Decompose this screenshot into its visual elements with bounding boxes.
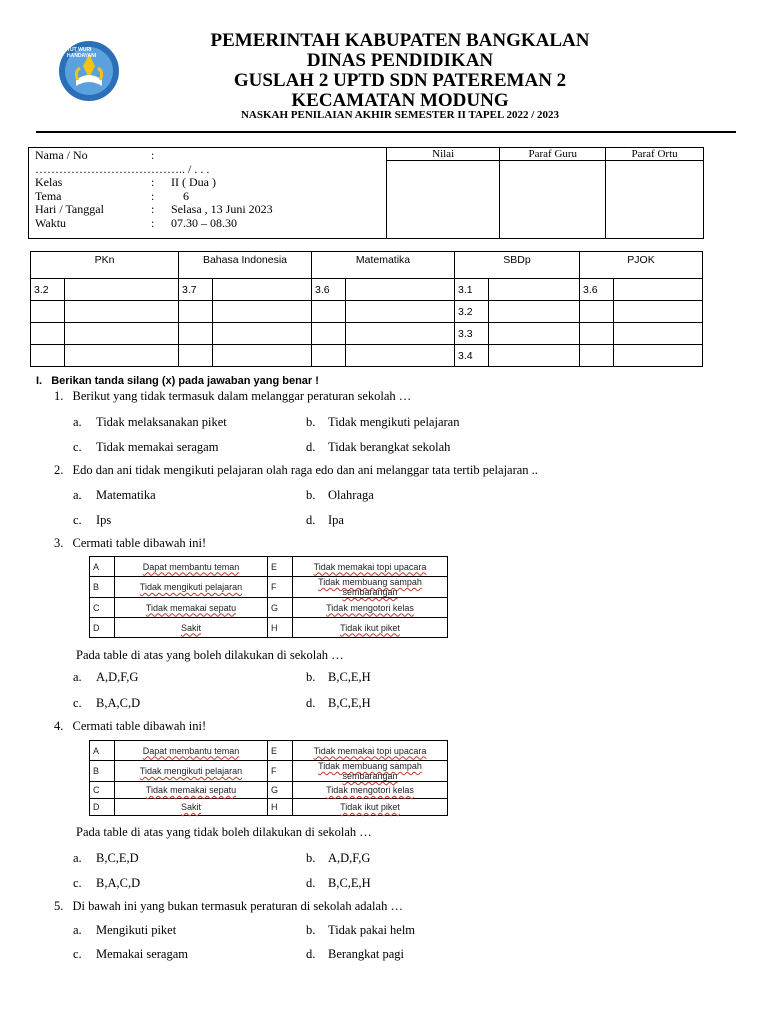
- option-letter: c.: [73, 440, 82, 454]
- question-4-prompt: Pada table di atas yang tidak boleh dilakukan di sekolah …: [76, 825, 372, 839]
- rule-text: Tidak memakai sepatu: [115, 782, 268, 799]
- rule-text: Dapat membantu teman: [115, 741, 268, 761]
- option-text: B,A,C,D: [96, 876, 141, 890]
- option-text: Tidak pakai helm: [328, 923, 416, 937]
- option-text: Tidak melaksanakan piket: [96, 415, 227, 429]
- option-text: Olahraga: [328, 488, 374, 502]
- question-text: Berikut yang tidak termasuk dalam melanggar peraturan sekolah …: [72, 389, 412, 403]
- date-colon: :: [151, 202, 155, 216]
- time-colon: :: [151, 215, 155, 230]
- option-letter: a.: [73, 415, 82, 429]
- answer-option[interactable]: [306, 923, 416, 938]
- rule-letter: C: [90, 782, 115, 799]
- option-text: Tidak memakai seragam: [96, 440, 219, 454]
- rule-letter: D: [90, 618, 115, 638]
- option-letter: a.: [73, 851, 82, 865]
- question-number: 5.: [54, 899, 64, 913]
- score-code: [580, 345, 614, 367]
- score-cell[interactable]: [614, 323, 703, 345]
- option-letter: d.: [306, 513, 316, 527]
- score-cell[interactable]: [346, 323, 455, 345]
- theme-colon: :: [151, 188, 155, 203]
- question-number: 4.: [54, 719, 64, 733]
- option-letter: c.: [73, 513, 82, 527]
- score-code: 3.2: [455, 301, 489, 323]
- score-code: 3.2: [31, 279, 65, 301]
- subject-header-sbdp: SBDp: [455, 252, 580, 279]
- option-letter: b.: [306, 923, 316, 937]
- score-cell[interactable]: [614, 301, 703, 323]
- question-3-prompt: Pada table di atas yang boleh dilakukan di sekolah …: [76, 648, 344, 662]
- answer-option[interactable]: [73, 851, 139, 866]
- rule-letter: A: [90, 741, 115, 761]
- rule-text: Tidak mengotori kelas: [293, 598, 448, 618]
- rule-letter: A: [90, 557, 115, 577]
- score-code: 3.4: [455, 345, 489, 367]
- rule-text: Sakit: [115, 618, 268, 638]
- score-code: [312, 323, 346, 345]
- rule-text: Tidak memakai topi upacara: [293, 557, 448, 577]
- score-code: [312, 301, 346, 323]
- score-code: 3.6: [580, 279, 614, 301]
- answer-option[interactable]: [73, 513, 112, 528]
- answer-option[interactable]: [306, 947, 405, 962]
- answer-option[interactable]: [306, 415, 460, 430]
- answer-option[interactable]: [73, 488, 156, 503]
- rule-text: Tidak ikut piket: [293, 799, 448, 816]
- score-cell[interactable]: [65, 345, 179, 367]
- identity-table: [28, 147, 704, 239]
- question-text: Di bawah ini yang bukan termasuk peraturan di sekolah adalah …: [72, 899, 403, 913]
- answer-option[interactable]: [73, 876, 141, 891]
- parent-sign-box[interactable]: [606, 161, 704, 239]
- score-cell[interactable]: [213, 323, 312, 345]
- option-letter: d.: [306, 947, 316, 961]
- option-letter: d.: [306, 696, 316, 710]
- rule-text: Tidak memakai topi upacara: [293, 741, 448, 761]
- rule-text: Tidak memakai sepatu: [115, 598, 268, 618]
- option-text: Memakai seragam: [96, 947, 188, 961]
- question-number: 1.: [54, 389, 64, 403]
- rule-text: Dapat membantu teman: [115, 557, 268, 577]
- rule-letter: H: [268, 799, 293, 816]
- answer-option[interactable]: [73, 440, 219, 455]
- teacher-sign-box[interactable]: [500, 161, 606, 239]
- rule-letter: E: [268, 741, 293, 761]
- answer-option[interactable]: [73, 923, 177, 938]
- subject-header-matematika: Matematika: [312, 252, 455, 279]
- answer-option[interactable]: [306, 696, 371, 711]
- rule-letter: G: [268, 598, 293, 618]
- rule-text: Tidak mengikuti pelajaran: [115, 761, 268, 782]
- score-cell[interactable]: [65, 279, 179, 301]
- answer-option[interactable]: [306, 851, 371, 866]
- score-cell[interactable]: [489, 301, 580, 323]
- option-letter: b.: [306, 670, 316, 684]
- answer-option[interactable]: [73, 670, 139, 685]
- score-cell[interactable]: [65, 323, 179, 345]
- question-text: Cermati table dibawah ini!: [72, 536, 207, 550]
- question-text: Cermati table dibawah ini!: [72, 719, 207, 733]
- answer-option[interactable]: [306, 513, 344, 528]
- identity-fields: [29, 148, 387, 239]
- option-text: Ips: [96, 513, 112, 527]
- option-text: B,C,E,D: [96, 851, 139, 865]
- rule-letter: C: [90, 598, 115, 618]
- name-colon: :: [151, 148, 155, 162]
- rule-letter: H: [268, 618, 293, 638]
- score-cell[interactable]: [614, 345, 703, 367]
- score-row: [31, 301, 703, 323]
- rule-text: Tidak mengikuti pelajaran: [115, 577, 268, 598]
- option-letter: a.: [73, 670, 82, 684]
- grade-header: Nilai: [386, 148, 500, 161]
- subject-header-pkn: PKn: [31, 252, 179, 279]
- score-cell[interactable]: [213, 345, 312, 367]
- score-cell[interactable]: [213, 279, 312, 301]
- option-letter: d.: [306, 876, 316, 890]
- option-text: Tidak berangkat sekolah: [328, 440, 451, 454]
- score-cell[interactable]: [489, 323, 580, 345]
- option-text: Mengikuti piket: [96, 923, 177, 937]
- section-number: I.: [36, 375, 43, 387]
- header-divider: [36, 131, 736, 133]
- answer-option[interactable]: [306, 488, 374, 503]
- class-label: Kelas: [35, 175, 63, 189]
- score-code: [312, 345, 346, 367]
- header-subtitle: NASKAH PENILAIAN AKHIR SEMESTER II TAPEL 2022 / 2023: [240, 109, 560, 121]
- rules-table-2: [89, 740, 448, 816]
- section-title: Berikan tanda silang (x) pada jawaban yang benar !: [51, 375, 319, 387]
- score-cell[interactable]: [346, 345, 455, 367]
- option-text: Matematika: [96, 488, 156, 502]
- question-5: [54, 899, 403, 914]
- option-letter: b.: [306, 488, 316, 502]
- rule-letter: F: [268, 761, 293, 782]
- answer-option[interactable]: [73, 947, 188, 962]
- score-cell[interactable]: [489, 279, 580, 301]
- rule-letter: E: [268, 557, 293, 577]
- time-label: Waktu: [35, 215, 67, 230]
- score-cell[interactable]: [213, 301, 312, 323]
- score-row: [31, 279, 703, 301]
- subject-header-bahasa: Bahasa Indonesia: [179, 252, 312, 279]
- score-cell[interactable]: [346, 279, 455, 301]
- score-row: [31, 323, 703, 345]
- rule-text: Tidak membuang sampah sembarangan: [293, 761, 448, 782]
- score-cell[interactable]: [489, 345, 580, 367]
- option-letter: b.: [306, 415, 316, 429]
- header-line-2: DINAS PENDIDIKAN: [306, 50, 494, 71]
- option-text: A,D,F,G: [328, 851, 371, 865]
- time-value: 07.30 – 08.30: [171, 215, 237, 230]
- score-cell[interactable]: [65, 301, 179, 323]
- answer-option[interactable]: [306, 670, 371, 685]
- option-letter: b.: [306, 851, 316, 865]
- option-letter: c.: [73, 876, 82, 890]
- logo-text: TUT WURI HANDAYANI: [67, 47, 97, 59]
- score-code: [31, 301, 65, 323]
- score-code: 3.3: [455, 323, 489, 345]
- class-value: II ( Dua ): [171, 175, 216, 189]
- score-code: [580, 323, 614, 345]
- option-text: B,C,E,H: [328, 696, 371, 710]
- question-4: [54, 719, 206, 734]
- score-code: 3.7: [179, 279, 213, 301]
- answer-option[interactable]: [73, 415, 227, 430]
- option-text: B,C,E,H: [328, 670, 371, 684]
- option-letter: c.: [73, 947, 82, 961]
- subject-header-pjok: PJOK: [580, 252, 703, 279]
- option-letter: d.: [306, 440, 316, 454]
- header-line-4: KECAMATAN MODUNG: [291, 90, 509, 111]
- score-code: [179, 323, 213, 345]
- rule-text: Tidak ikut piket: [293, 618, 448, 638]
- rule-letter: F: [268, 577, 293, 598]
- option-letter: c.: [73, 696, 82, 710]
- class-colon: :: [151, 175, 155, 189]
- option-text: Berangkat pagi: [328, 947, 405, 961]
- theme-value: 6: [183, 188, 189, 203]
- rule-text: Tidak membuang sampah sembarangan: [293, 577, 448, 598]
- rule-letter: G: [268, 782, 293, 799]
- section-heading: [36, 375, 319, 387]
- question-number: 2.: [54, 463, 64, 477]
- score-code: [31, 323, 65, 345]
- theme-label: Tema: [35, 188, 62, 203]
- answer-option[interactable]: [73, 696, 141, 711]
- answer-option[interactable]: [306, 440, 451, 455]
- date-label: Hari / Tanggal: [35, 202, 104, 216]
- header-line-1: PEMERINTAH KABUPATEN BANGKALAN: [210, 30, 590, 51]
- score-cell[interactable]: [614, 279, 703, 301]
- parent-sign-header: Paraf Ortu: [606, 148, 704, 161]
- question-number: 3.: [54, 536, 64, 550]
- header-line-3: GUSLAH 2 UPTD SDN PATEREMAN 2: [233, 70, 567, 91]
- name-dots: ……………………………….. / . . .: [35, 161, 210, 176]
- score-row: [31, 345, 703, 367]
- score-cell[interactable]: [346, 301, 455, 323]
- option-text: Ipa: [328, 513, 344, 527]
- option-letter: a.: [73, 488, 82, 502]
- teacher-sign-header: Paraf Guru: [500, 148, 606, 161]
- question-3: [54, 536, 206, 551]
- score-code: 3.6: [312, 279, 346, 301]
- score-code: [179, 301, 213, 323]
- rules-table-1: [89, 556, 448, 638]
- option-letter: a.: [73, 923, 82, 937]
- question-1: [54, 389, 411, 404]
- score-code: [179, 345, 213, 367]
- name-label: Nama / No: [35, 148, 88, 162]
- option-text: B,C,E,H: [328, 876, 371, 890]
- answer-option[interactable]: [306, 876, 371, 891]
- option-text: A,D,F,G: [96, 670, 139, 684]
- score-code: 3.1: [455, 279, 489, 301]
- rule-text: Tidak mengotori kelas: [293, 782, 448, 799]
- option-text: Tidak mengikuti pelajaran: [328, 415, 460, 429]
- option-text: B,A,C,D: [96, 696, 141, 710]
- rule-letter: D: [90, 799, 115, 816]
- rule-letter: B: [90, 577, 115, 598]
- date-value: Selasa , 13 Juni 2023: [171, 202, 273, 216]
- question-2: [54, 463, 538, 478]
- rule-letter: B: [90, 761, 115, 782]
- grade-box[interactable]: [386, 161, 500, 239]
- question-text: Edo dan ani tidak mengikuti pelajaran olah raga edo dan ani melanggar tata tertib pelajaran ..: [72, 463, 538, 477]
- score-table: [30, 251, 703, 367]
- score-code: [31, 345, 65, 367]
- rule-text: Sakit: [115, 799, 268, 816]
- score-code: [580, 301, 614, 323]
